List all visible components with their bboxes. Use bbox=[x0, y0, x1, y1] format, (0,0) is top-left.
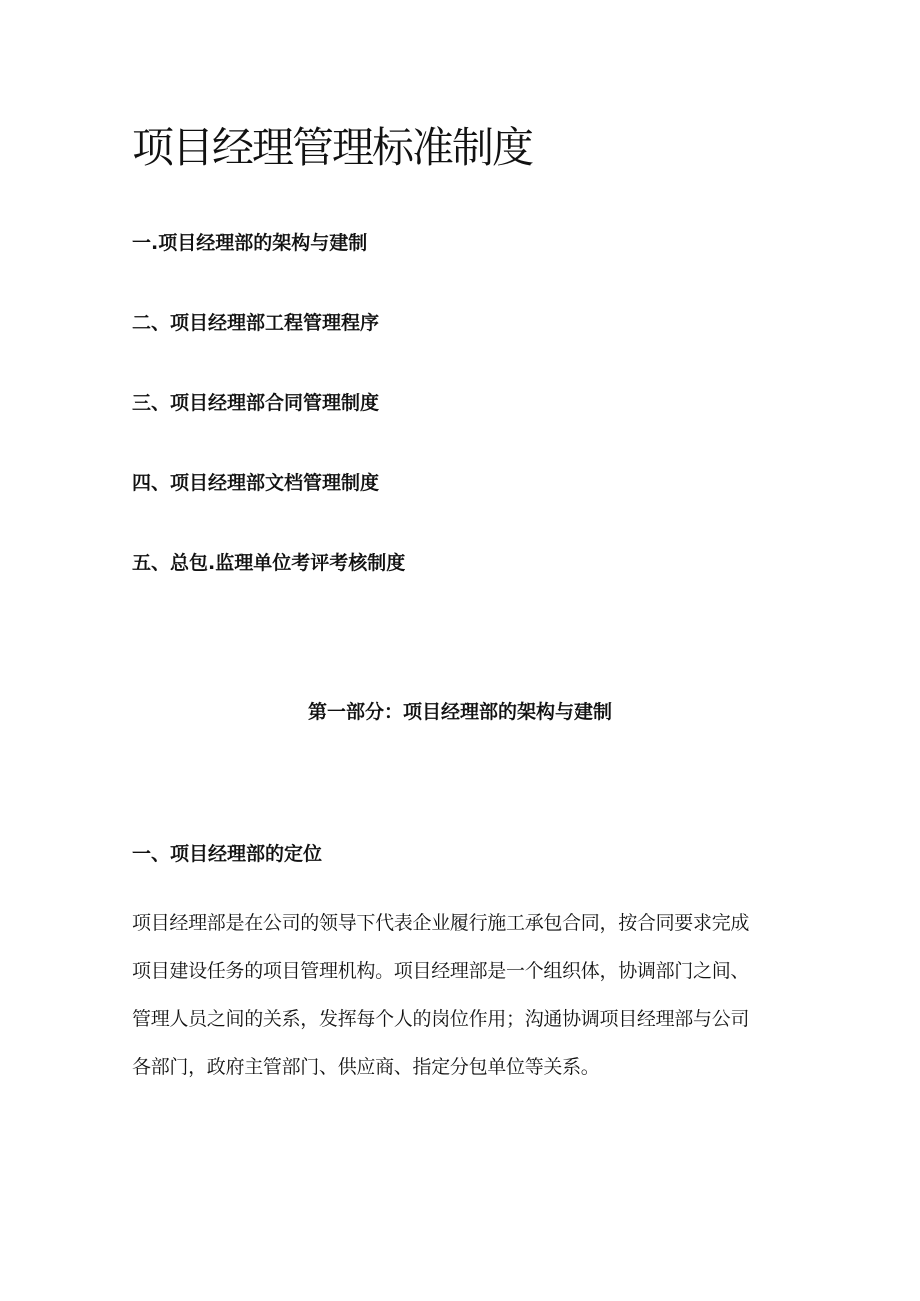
toc-item: 二、项目经理部工程管理程序 bbox=[132, 312, 380, 334]
section-heading: 一、项目经理部的定位 bbox=[132, 843, 323, 865]
document-title: 项目经理管理标准制度 bbox=[132, 123, 533, 172]
paragraph-line: 项目建设任务的项目管理机构。项目经理部是一个组织体，协调部门之间、 bbox=[132, 960, 750, 982]
body-paragraph bbox=[132, 908, 749, 1100]
table-of-contents bbox=[132, 229, 405, 629]
toc-item: 四、项目经理部文档管理制度 bbox=[132, 472, 380, 494]
part-heading: 第一部分：项目经理部的架构与建制 bbox=[307, 701, 612, 723]
toc-item: 一.项目经理部的架构与建制 bbox=[132, 232, 368, 254]
paragraph-line: 项目经理部是在公司的领导下代表企业履行施工承包合同，按合同要求完成 bbox=[132, 912, 750, 934]
paragraph-line: 管理人员之间的关系，发挥每个人的岗位作用；沟通协调项目经理部与公司 bbox=[132, 1008, 750, 1030]
toc-item: 五、总包.监理单位考评考核制度 bbox=[132, 552, 406, 574]
toc-item: 三、项目经理部合同管理制度 bbox=[132, 392, 380, 414]
paragraph-line: 各部门，政府主管部门、供应商、指定分包单位等关系。 bbox=[132, 1056, 600, 1078]
